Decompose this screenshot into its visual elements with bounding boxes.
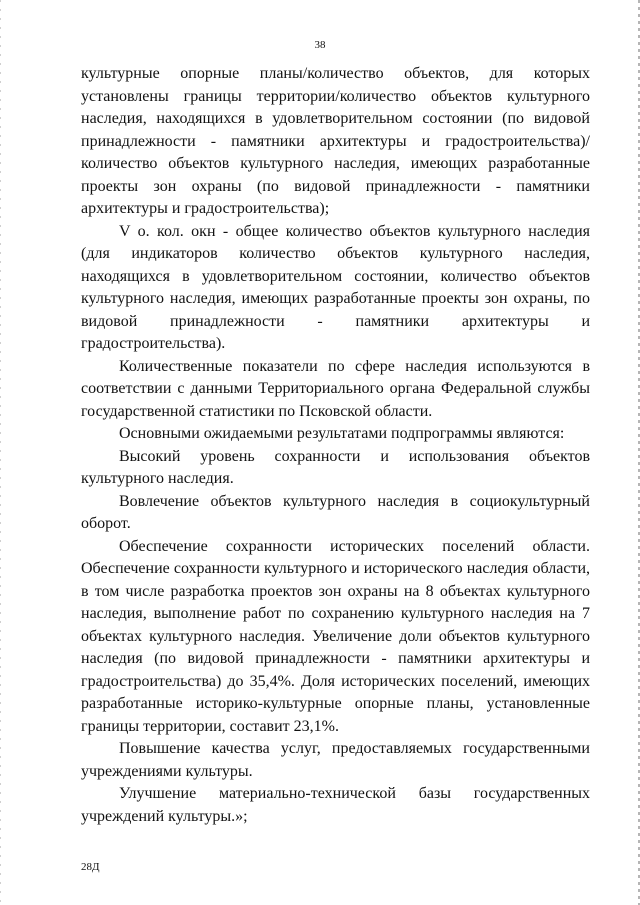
scan-edge-left [0,0,1,905]
document-code: 28Д [81,861,100,873]
paragraph-continuation: культурные опорные планы/количество объектов, для которых установлены границы территории/количество объектов культурного наследия, находящихся в удовлетворительном состоянии (по видовой принадлежности - памятники архитектуры и градостроительства)/количество объектов культурного наследия, имеющих разработанные проекты зон охраны (по видовой принадлежности - памятники архитектуры и градостроительства); [81,65,590,217]
paragraph-result-historic-settlements: Обеспечение сохранности исторических поселений области. Обеспечение сохранности культурного и исторического наследия области, в том числе разработка проектов зон охраны на 8 объектах культурного наследия, выполнение работ по сохранению культурного наследия на 7 объектах культурного наследия. Увеличение доли объектов культурного наследия (по видовой принадлежности - памятники архитектуры и градостроительства) до 35,4%. Доля исторических поселений, имеющих разработанные историко-культурные опорные планы, установленные границы территории, составит 23,1%. [81,537,590,735]
body-text [81,63,590,828]
paragraph-result-service-quality: Повышение качества услуг, предоставляемых государственными учреждениями культуры. [81,740,590,780]
page-number: 38 [314,39,326,51]
paragraph-formula-definition: V о. кол. окн - общее количество объектов культурного наследия (для индикаторов количество объектов культурного наследия, находящихся в удовлетворительном состоянии, количество объектов культурного наследия, имеющих разработанные проекты зон охраны, по видовой принадлежности - памятники архитектуры и градостроительства). [81,222,590,352]
paragraph-statistics-source: Количественные показатели по сфере наследия используются в соответствии с данными Территориального органа Федеральной службы государственной статистики по Псковской области. [81,357,590,420]
paragraph-results-intro: Основными ожидаемыми результатами подпрограммы являются: [119,425,565,442]
paragraph-result-material-base: Улучшение материально-технической базы государственных учреждений культуры.»; [81,785,590,825]
paragraph-result-involvement: Вовлечение объектов культурного наследия в социокультурный оборот. [81,492,590,532]
paragraph-result-preservation: Высокий уровень сохранности и использования объектов культурного наследия. [81,447,590,487]
